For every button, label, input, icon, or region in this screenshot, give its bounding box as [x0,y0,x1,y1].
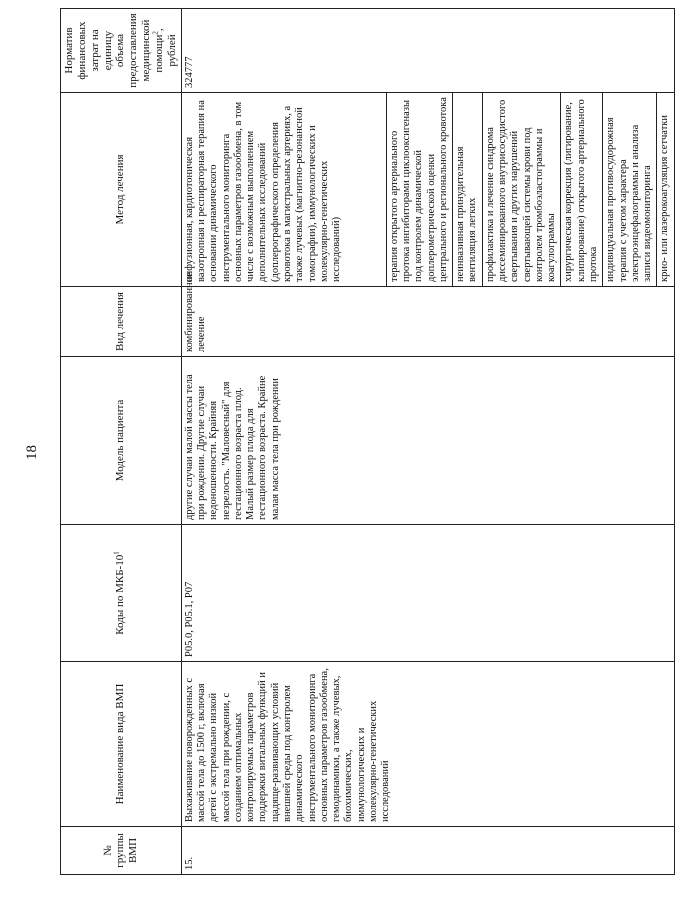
header-financial-norm-unit: , рублей [153,28,178,67]
cell-method-5: хирургическая коррекция (лигирование, клипирование) открытого артериального протока [561,93,603,287]
table-header-row [61,9,182,875]
header-icd-text: Коды по МКБ-10 [114,554,127,635]
cell-method-1: инфузионная, кардиотоническая вазотропная и респираторная терапия на основании динамического инструментального мониторинга основных параметров газообмена, в том числе с возможным выполнением дополнительных исследований (доплерографического определения кровотока в магистральных артериях, а также лучевых (магнитно-резонансной томографии), иммунологических и молекулярно-генетических исследований) [181,93,386,287]
cell-method-2: терапия открытого артериального протока ингибиторами циклооксигеназы под контролем динамической доплерометрической оценки центрального и регионального кровотока [386,93,452,287]
cell-icd-codes: P05.0, P05.1, P07 [181,525,674,662]
cell-method-7: крио- или лазерокоагуляция сетчатки [657,93,674,287]
cell-method-4: профилактика и лечение синдрома диссеминированного внутрисосудистого свертывания и других нарушений свертывающей системы крови под контролем тромбоэластограммы и коагулограммы [482,93,561,287]
header-treatment-method-text: Метод лечения [114,154,127,225]
header-group-no [61,827,182,875]
cell-treatment-type: комбинированное лечение [181,287,674,357]
header-financial-norm-text: Норматив финансовых затрат на единицу объема предоставления медицинской помощи [63,13,166,88]
vmp-table [60,8,675,875]
page-number: 18 [24,445,40,460]
header-treatment-method [61,93,182,287]
header-name-text: Наименование вида ВМП [114,683,127,805]
header-icd [61,525,182,662]
header-name [61,662,182,827]
header-financial-norm [61,9,182,93]
header-patient-model [61,357,182,525]
header-treatment-type [61,287,182,357]
cell-name: Выхаживание новорожденных с массой тела до 1500 г, включая детей с экстремально низкой массой тела при рождении, с созданием оптимальных контролируемых параметров поддержки витальных функций и щадяще-развивающих условий внешней среды под контролем динамического инструментального мониторинга основных параметров газообмена, гемодинамики, а также лучевых, биохимических, иммунологических и молекулярно-генетических исследований [181,662,674,827]
header-icd-footnote: 1 [112,551,121,555]
table-row [181,9,386,875]
cell-patient-model: другие случаи малой массы тела при рождении. Другие случаи недоношенности. Крайняя незрелость. "Маловесный" для гестационного возраста плод. Малый размер плода для гестационного возраста. Крайне малая масса тела при рождении [181,357,674,525]
header-patient-model-text: Модель пациента [114,399,127,482]
header-treatment-type-text: Вид лечения [114,292,127,351]
cell-method-3: неинвазивная принудительная вентиляция легких [453,93,483,287]
header-financial-norm-footnote: 2 [151,31,160,35]
header-group-no-text: № группы ВМП [101,833,140,868]
cell-group-no: 15. [181,827,674,875]
cell-financial-norm: 324777 [181,9,674,93]
cell-method-6: индивидуальная противосудорожная терапия с учетом характера электроэнцефалограммы и анализа записи видеомониторинга [603,93,657,287]
